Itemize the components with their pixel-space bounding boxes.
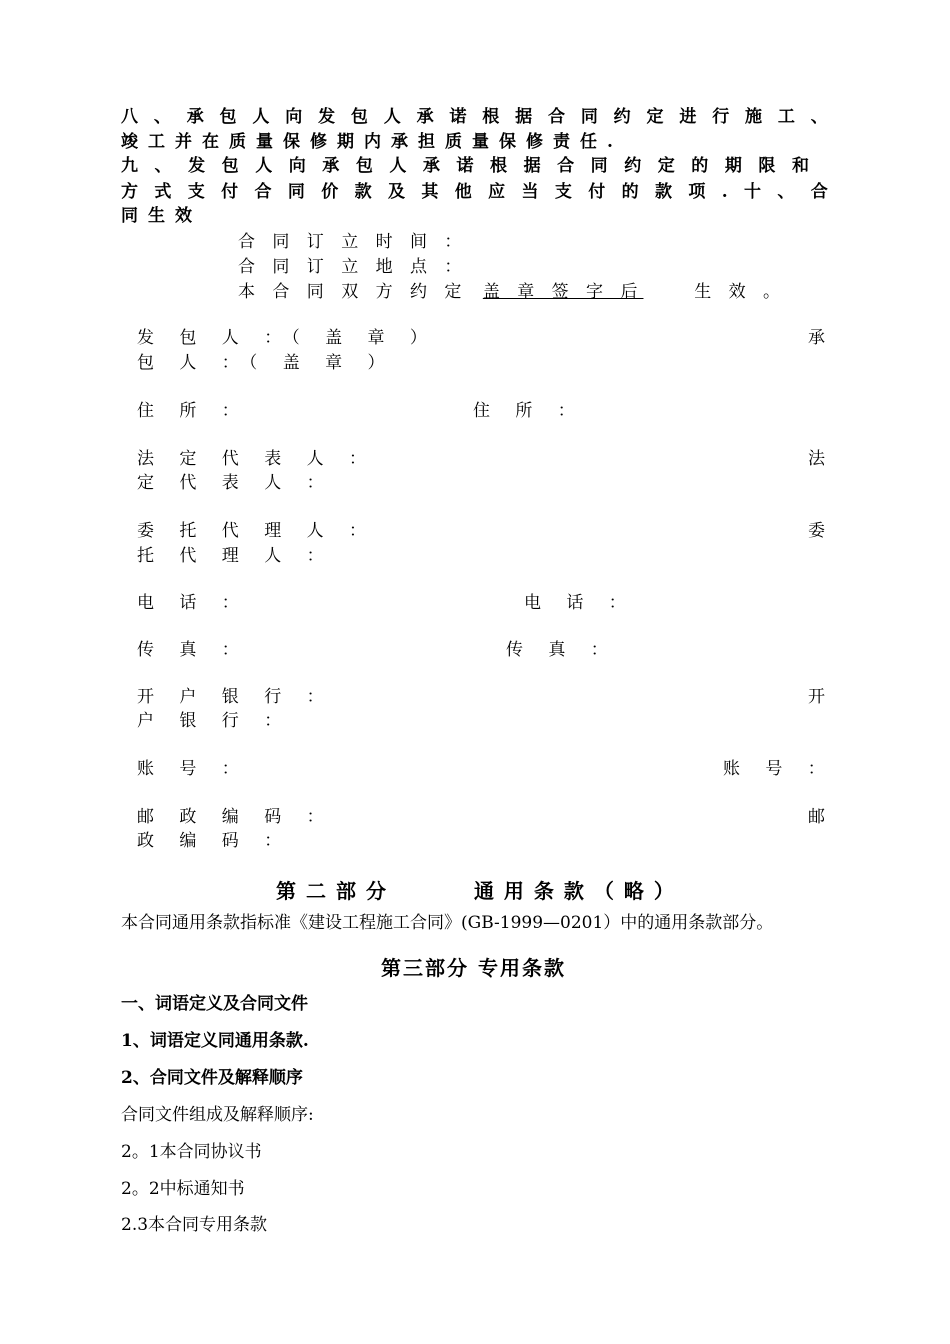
glyph: 合 — [810, 182, 828, 202]
section-one-heading: 一、词语定义及合同文件 — [121, 994, 308, 1014]
glyph: 当 — [521, 182, 539, 202]
glyph: 同 — [287, 182, 305, 202]
glyph: 和 — [791, 156, 809, 176]
part-two-title — [276, 875, 684, 904]
section-1-2-heading: 2、合同文件及解释顺序 — [121, 1068, 303, 1088]
employer-phone-label: 电 话 ： — [137, 593, 249, 613]
employer-address-label: 住 所 ： — [137, 401, 249, 421]
glyph: 承 — [422, 156, 440, 176]
contract-place-label: 合 同 订 立 地 点 ： — [238, 257, 468, 277]
effect-suffix: 生 效 。 — [694, 282, 787, 302]
glyph: 合 — [557, 156, 575, 176]
glyph: 付 — [221, 182, 239, 202]
part-two-note: 本合同通用条款指标准《建设工程施工合同》(GB-1999—0201）中的通用条款部分。 — [121, 913, 774, 933]
employer-bank-label: 开 户 银 行 ： — [137, 687, 334, 707]
glyph: 式 — [154, 182, 172, 202]
effect-condition: 盖 章 签 字 后 — [482, 282, 644, 302]
clause-nine-line1 — [121, 154, 809, 178]
contractor-agent-label-a: 委 — [808, 521, 825, 541]
glyph: 十 — [744, 182, 762, 202]
glyph: 款 — [655, 182, 672, 202]
contractor-bank-label-a: 开 — [808, 687, 825, 707]
glyph: 定 — [646, 107, 664, 127]
glyph: 据 — [523, 156, 541, 176]
contractor-postcode-label-a: 邮 — [808, 807, 825, 827]
glyph: 进 — [679, 107, 697, 127]
glyph: 价 — [321, 182, 339, 202]
glyph: 人 — [255, 156, 273, 176]
glyph: 约 — [624, 156, 642, 176]
glyph: 包 — [221, 156, 239, 176]
glyph: 支 — [187, 182, 205, 202]
glyph: 及 — [388, 182, 405, 202]
glyph: 发 — [318, 107, 336, 127]
glyph: 、 — [810, 107, 828, 127]
part-three-title: 第三部分 专用条款 — [381, 956, 566, 980]
glyph: 期 — [724, 156, 742, 176]
contractor-address-label: 住 所 ： — [473, 401, 585, 421]
section-1-1-heading: 1、词语定义同通用条款. — [121, 1031, 309, 1051]
document-order-item-2: 2。2中标通知书 — [121, 1179, 245, 1199]
clause-nine-line3: 同生效 — [121, 206, 202, 226]
employer-account-label: 账 号 ： — [137, 759, 249, 779]
contract-effect-line — [238, 280, 786, 304]
part-two-title-name: 通用条款（略） — [473, 879, 684, 903]
document-order-item-1: 2。1本合同协议书 — [121, 1142, 262, 1162]
contractor-account-label: 账 号 ： — [723, 759, 835, 779]
glyph: 的 — [621, 182, 639, 202]
glyph: 施 — [745, 107, 763, 127]
glyph: 应 — [488, 182, 506, 202]
glyph: 付 — [588, 182, 606, 202]
employer-fax-label: 传 真 ： — [137, 640, 249, 660]
glyph: 承 — [322, 156, 340, 176]
glyph: 他 — [454, 182, 472, 202]
document-order-item-3: 2.3本合同专用条款 — [121, 1215, 268, 1235]
glyph: 包 — [350, 107, 368, 127]
glyph: 合 — [547, 107, 565, 127]
glyph: 九 — [121, 156, 138, 176]
glyph: 合 — [254, 182, 272, 202]
employer-legal-rep-label: 法 定 代 表 人 ： — [137, 449, 377, 469]
contractor-postcode-label-b: 政 编 码 ： — [137, 831, 292, 851]
glyph: 方 — [121, 182, 138, 202]
glyph: 承 — [186, 107, 204, 127]
glyph: 包 — [219, 107, 237, 127]
glyph: 约 — [613, 107, 631, 127]
glyph: 定 — [657, 156, 675, 176]
glyph: 根 — [482, 107, 500, 127]
part-two-title-number: 第二部分 — [276, 879, 396, 903]
clause-eight-line1 — [121, 105, 828, 129]
glyph: 限 — [758, 156, 776, 176]
contractor-seal-label-b: 包 人 ：（ 盖 章 ） — [137, 353, 395, 373]
clause-eight-line2: 竣工并在质量保修期内承担质量保修责任. — [121, 132, 623, 152]
contractor-phone-label: 电 话 ： — [524, 593, 636, 613]
glyph: 行 — [712, 107, 730, 127]
glyph: 的 — [691, 156, 709, 176]
glyph: 八 — [121, 107, 138, 127]
glyph: . — [721, 182, 728, 202]
glyph: 工 — [777, 107, 795, 127]
glyph: 包 — [355, 156, 373, 176]
glyph: 据 — [515, 107, 533, 127]
employer-agent-label: 委 托 代 理 人 ： — [137, 521, 377, 541]
glyph: 同 — [580, 107, 598, 127]
glyph: 、 — [153, 107, 171, 127]
document-order-intro: 合同文件组成及解释顺序: — [121, 1105, 314, 1125]
glyph: 向 — [288, 156, 306, 176]
effect-prefix: 本 合 同 双 方 约 定 — [238, 282, 468, 302]
employer-seal-label: 发 包 人 ：（ 盖 章 ） — [137, 328, 437, 348]
glyph: 发 — [188, 156, 206, 176]
contractor-bank-label-b: 户 银 行 ： — [137, 711, 292, 731]
glyph: 诺 — [456, 156, 474, 176]
contractor-legal-rep-label-a: 法 — [808, 449, 825, 469]
glyph: 同 — [590, 156, 608, 176]
employer-postcode-label: 邮 政 编 码 ： — [137, 807, 334, 827]
contractor-seal-label-a: 承 — [808, 328, 825, 348]
contract-time-label: 合 同 订 立 时 间 ： — [238, 232, 468, 252]
glyph: 、 — [154, 156, 172, 176]
glyph: 其 — [421, 182, 439, 202]
glyph: 款 — [354, 182, 372, 202]
contractor-fax-label: 传 真 ： — [506, 640, 618, 660]
glyph: 支 — [554, 182, 572, 202]
glyph: 诺 — [449, 107, 467, 127]
clause-nine-line2 — [121, 180, 828, 204]
glyph: 根 — [490, 156, 508, 176]
contractor-agent-label-b: 托 代 理 人 ： — [137, 546, 334, 566]
glyph: 人 — [252, 107, 270, 127]
glyph: 承 — [416, 107, 434, 127]
glyph: 人 — [389, 156, 407, 176]
glyph: 、 — [777, 182, 795, 202]
glyph: 项 — [688, 182, 706, 202]
contractor-legal-rep-label-b: 定 代 表 人 ： — [137, 473, 334, 493]
glyph: 向 — [285, 107, 303, 127]
glyph: 人 — [383, 107, 401, 127]
